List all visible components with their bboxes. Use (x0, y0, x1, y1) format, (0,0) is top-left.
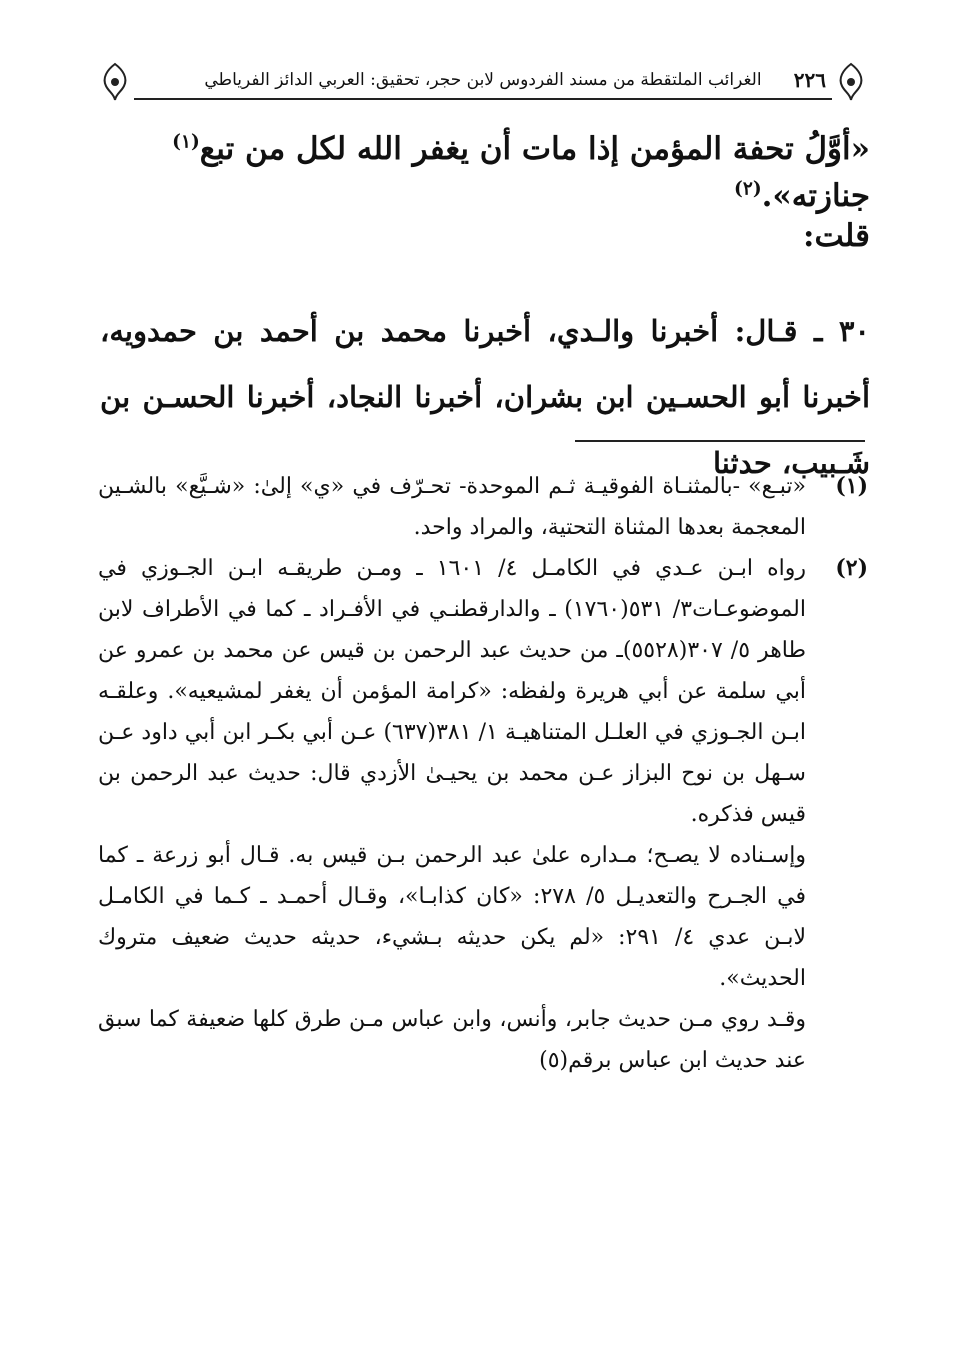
footnote-1 (98, 466, 868, 548)
page-number: ٢٢٦ (793, 68, 826, 92)
hadith-text (100, 126, 870, 219)
footnote-ref-2: (٢) (734, 178, 762, 200)
footnote-2-paragraph: وإسـناده لا يصـح؛ مـداره علىٰ عبد الرحمن بـن قيس به. قـال أبو زرعة ـ كما في الجـرح والتعديـل ٥/ ٢٧٨: «كان كذابـا»، وقـال أحمـد ـ كـما في الكامـل لابـن عدي ٤/ ٢٩١: «لم يكن حديثه بـشيء، حديثه حديث ضعيف متروك الحديث». (98, 843, 807, 991)
running-header (98, 62, 868, 106)
footnote-number: (٢) (835, 555, 868, 581)
paragraph-30: ٣٠ ـ قـال: أخبرنا والـدي، أخبرنا محمد بن أحمد بن حمدويه، أخبرنا أبو الحسـين ابن بشران، أخبرنا النجاد، أخبرنا الحسـن بن شَـبيب، حدثنا (100, 314, 870, 480)
footnote-number: (١) (835, 473, 868, 499)
footnote-ref-1: (١) (172, 131, 200, 153)
footnote-2-paragraph: وقـد روي مـن حديث جابر، وأنس، وابن عباس مـن طرق كلها ضعيفة كما سبق عند حديث ابن عباس برقم(٥) (98, 1007, 806, 1073)
running-title: الغرائب الملتقطة من مسند الفردوس لابن حجر، تحقيق: العربي الدائز الفرياطي (204, 70, 762, 90)
floral-ornament-icon (834, 62, 868, 102)
floral-ornament-icon (98, 62, 132, 102)
footnotes (98, 466, 868, 1081)
hadith-close: جنازته». (761, 177, 870, 214)
footnote-2 (98, 548, 868, 835)
footnote-separator (575, 440, 865, 442)
hadith-open: «أوَّلُ تحفة المؤمن إذا مات أن يغفر الله لكل من تبع (199, 131, 870, 167)
footnote-text: رواه ابـن عـدي في الكامـل ٤/ ١٦٠١ ـ ومـن طريقـه ابـن الجـوزي في الموضوعـات٣/ ٥٣١(١٧٦٠) ـ والدارقطنـي في الأفـراد ـ كما في الأطراف لابن طاهر ٥/ ٣٠٧(٥٥٢٨)ـ من حديث عبد الرحمن بن قيس عن محمد بن عمرو عن أبي سلمة عن أبي هريرة ولفظه: «كرامة المؤمن أن يغفر لمشيعيه». وعلقـه ابـن الجـوزي في العلـل المتناهيـة ١/ ٣٨١(٦٣٧) عـن أبي بكـر ابن أبي داود عـن سـهل بن نوح البزاز عـن محمد بن يحيـىٰ الأزدي قال: حديث عبد الرحمن بن قيس فذكره. (98, 556, 807, 827)
footnote-text: «تبـع» -بالمثنـاة الفوقيـة ثـم الموحدة- تحـرّف في «ي» إلىٰ: «شـيَّع» بالشـين المعجمة بعدها المثناة التحتية، والمراد واحد. (98, 474, 806, 540)
qult-heading: قلت: (803, 218, 870, 254)
header-rule (134, 98, 832, 100)
